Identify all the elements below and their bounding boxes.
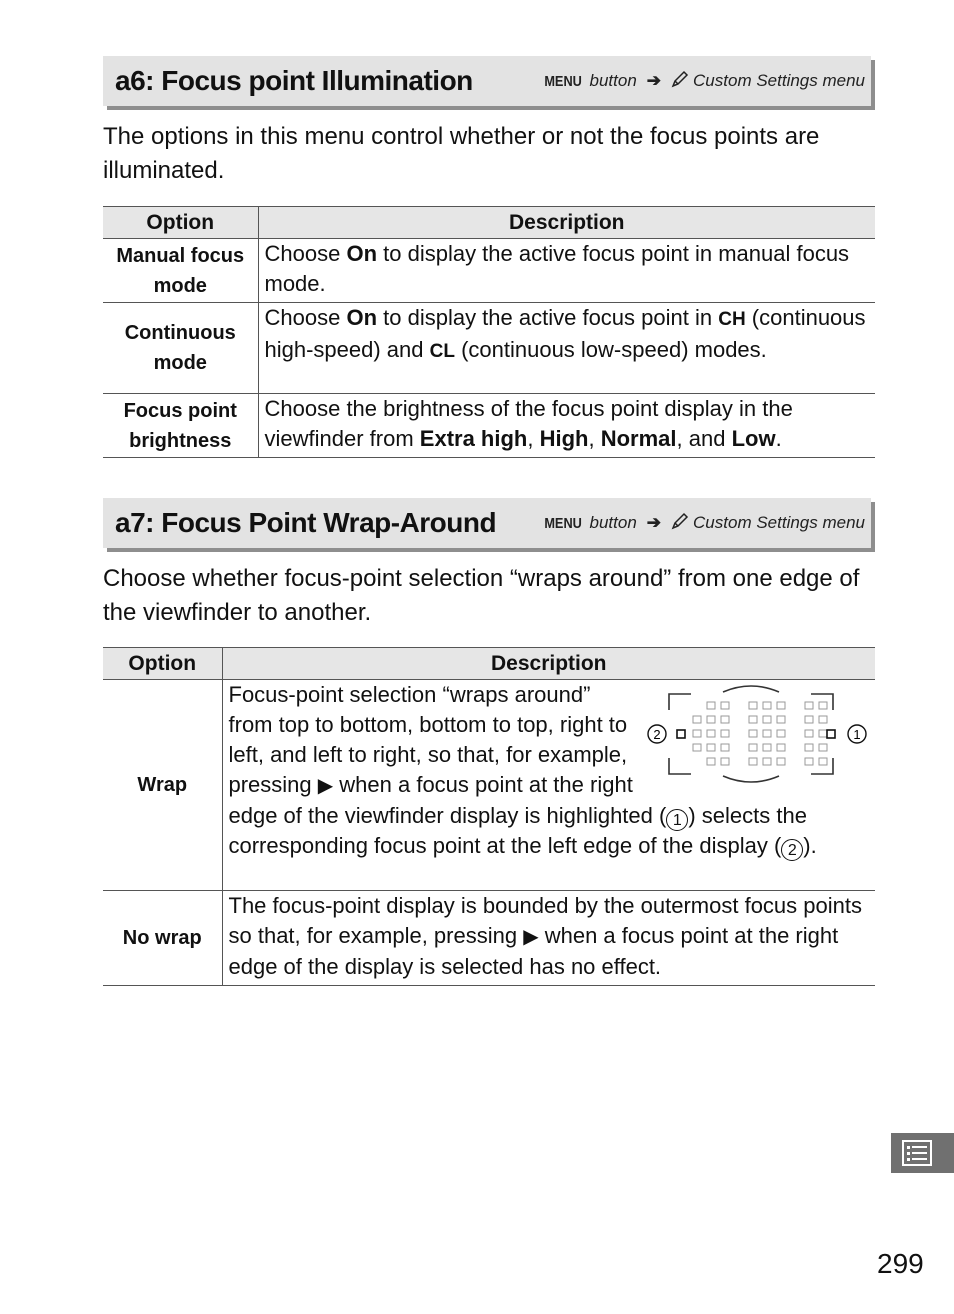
arrow-icon: ➔ [646, 71, 662, 90]
page-number: 299 [877, 1248, 924, 1279]
option-description: 2 1 Focus-point selection “wraps around” from top to bottom, bottom to top, right to left, and left to right, so that, for example, pressing ▶ when a focus point at the right edge of the viewfinder display is highlighted ( 1 ) selects the corresponding focus point at the left edge of the display ( 2 ). [222, 680, 875, 891]
options-table-a6 [103, 206, 875, 458]
focus-point-square [749, 702, 757, 709]
column-header: Option [103, 207, 258, 239]
right-arrow-icon: ▶ [523, 926, 539, 948]
focus-point-square [805, 730, 813, 737]
option-name: Wrap [103, 680, 222, 891]
callout-2-label: 2 [653, 727, 661, 742]
focus-point-square [819, 730, 827, 737]
option-name: Continuous mode [103, 303, 258, 394]
table-header-row [103, 207, 875, 239]
section-title: a6: Focus point Illumination [115, 65, 473, 96]
menu-list-icon [897, 1133, 937, 1173]
section-intro: Choose whether focus-point selection “wraps around” from one edge of the viewfinder to another. [103, 565, 860, 626]
focus-point-square [819, 744, 827, 751]
focus-point-square [763, 730, 771, 737]
pencil-icon [671, 512, 689, 535]
focus-point-square [777, 716, 785, 723]
focus-point-square [777, 758, 785, 765]
focus-point-square [805, 758, 813, 765]
focus-point-square [749, 758, 757, 765]
focus-point-square [819, 702, 827, 709]
breadcrumb-destination: Custom Settings menu [693, 513, 865, 532]
focus-point-square [749, 716, 757, 723]
focus-point-square [693, 730, 701, 737]
focus-point-square [763, 716, 771, 723]
table-row [103, 303, 875, 394]
column-header: Option [103, 648, 222, 680]
breadcrumb-button-word: button [589, 513, 637, 532]
table-header-row [103, 648, 875, 680]
section-header-a6 [103, 56, 871, 106]
option-description: Choose On to display the active focus point in manual focus mode. [258, 239, 875, 303]
breadcrumb [541, 512, 865, 535]
callout-2-icon: 2 [781, 839, 803, 861]
section-title: a7: Focus Point Wrap-Around [115, 507, 497, 538]
focus-point-square [721, 744, 729, 751]
option-name: Focus point brightness [103, 394, 258, 458]
option-name: Manual focus mode [103, 239, 258, 303]
focus-point-left [677, 730, 685, 738]
focus-point-square [693, 744, 701, 751]
focus-point-square [749, 744, 757, 751]
option-description: The focus-point display is bounded by the outermost focus points so that, for example, pressing ▶ when a focus point at the right edge of the display is selected has no effect. [222, 891, 875, 986]
focus-point-square [777, 744, 785, 751]
focus-point-square [805, 716, 813, 723]
breadcrumb-button-word: button [589, 71, 637, 90]
option-description: Choose On to display the active focus point in CH (continuous high-speed) and CL (continuous low-speed) modes. [258, 303, 875, 394]
focus-point-square [707, 716, 715, 723]
focus-point-square [777, 730, 785, 737]
table-row [103, 239, 875, 303]
focus-point-square [707, 702, 715, 709]
focus-point-square [819, 758, 827, 765]
option-name: No wrap [103, 891, 222, 986]
focus-point-square [763, 758, 771, 765]
continuous-high-icon: CH [718, 309, 746, 330]
focus-point-square [693, 716, 701, 723]
breadcrumb-destination: Custom Settings menu [693, 71, 865, 90]
focus-point-square [763, 744, 771, 751]
focus-point-square [721, 702, 729, 709]
section-header-a7 [103, 498, 871, 548]
breadcrumb [541, 70, 865, 93]
arrow-icon: ➔ [646, 513, 662, 532]
focus-point-square [707, 744, 715, 751]
focus-point-square [777, 702, 785, 709]
callout-1-label: 1 [853, 727, 861, 742]
focus-point-square [819, 716, 827, 723]
option-description: Choose the brightness of the focus point display in the viewfinder from Extra high, High, Normal, and Low. [258, 394, 875, 458]
column-header: Description [258, 207, 875, 239]
focus-point-square [819, 744, 827, 751]
focus-point-square [763, 702, 771, 709]
focus-point-square [819, 716, 827, 723]
focus-point-square [707, 758, 715, 765]
table-row [103, 680, 875, 891]
focus-point-right [827, 730, 835, 738]
viewfinder-diagram [643, 680, 869, 786]
focus-point-square [707, 730, 715, 737]
focus-point-square [721, 758, 729, 765]
focus-point-square [721, 716, 729, 723]
menu-button-label: MENU [544, 72, 583, 90]
continuous-low-icon: CL [429, 341, 455, 362]
column-header: Description [222, 648, 875, 680]
callout-1-icon: 1 [666, 809, 688, 831]
focus-point-square [805, 744, 813, 751]
pencil-icon [671, 70, 689, 93]
focus-point-square [749, 730, 757, 737]
side-tab [891, 1133, 954, 1173]
focus-point-square [805, 702, 813, 709]
section-intro: The options in this menu control whether or not the focus points are illuminated. [103, 123, 820, 184]
options-table-a7 [103, 647, 875, 986]
right-arrow-icon: ▶ [317, 775, 334, 797]
table-row [103, 891, 875, 986]
focus-point-square [819, 730, 827, 737]
focus-point-square [721, 730, 729, 737]
menu-button-label: MENU [544, 514, 583, 532]
table-row [103, 394, 875, 458]
